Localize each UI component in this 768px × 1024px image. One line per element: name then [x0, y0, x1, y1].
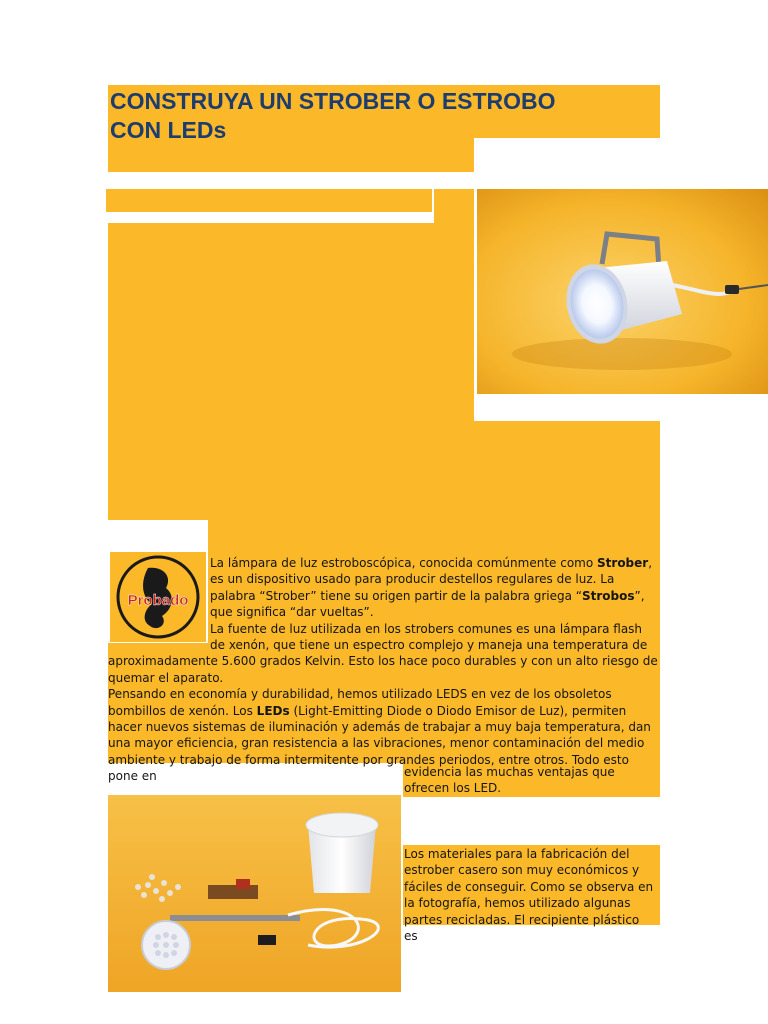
- stamp-label: Probado: [127, 592, 189, 609]
- bar-highlight: [106, 189, 432, 212]
- materials-photo: [108, 795, 401, 992]
- strober-lamp-photo: [477, 189, 768, 394]
- materials-text: Los materiales para la fabricación del estrober casero son muy económicos y fáciles de conseguir. Como se observa en la fotografía, hemos utilizado algunas partes recicladas. El recipiente plástico es: [404, 847, 654, 944]
- paragraph-strober: La lámpara de luz estroboscópica, conocida comúnmente como Strober, es un dispositivo usado para producir destellos regulares de luz. La palabra “Strober” tiene su origen partir de la palabra griega “Strobos”, que significa “dar vueltas”.: [210, 556, 653, 620]
- paragraph-leds-end: evidencia las muchas ventajas que ofrecen los LED.: [404, 765, 615, 796]
- page-title: CONSTRUYA UN STROBER O ESTROBO CON LEDs: [110, 88, 556, 143]
- column-highlight: [108, 421, 660, 520]
- stamp-float-spacer: [108, 555, 210, 652]
- column-highlight: [108, 223, 474, 421]
- paragraph-leds: Pensando en economía y durabilidad, hemos utilizado LEDS en vez de los obsoletos bombillos de xenón. Los LEDs (Light-Emitting Diode o Diodo Emisor de Luz), permiten hacer nuevos sistemas de iluminación y además de trabajar a muy baja temperatura, dan una mayor eficiencia, gran resistencia a las vibraciones, menor contaminación del medio ambiente y trabajo de forma intermitente por grandes periodos, entre otros. Todo esto pone en: [108, 687, 651, 784]
- intro-text: [108, 555, 660, 785]
- paragraph-xenon: La fuente de luz utilizada en los strobers comunes es una lámpara flash de xenón, que tiene un espectro complejo y maneja una temperatura de aproximadamente 5.600 grados Kelvin. Esto los hace poco durables y con un alto riesgo de quemar el aparato.: [108, 621, 658, 685]
